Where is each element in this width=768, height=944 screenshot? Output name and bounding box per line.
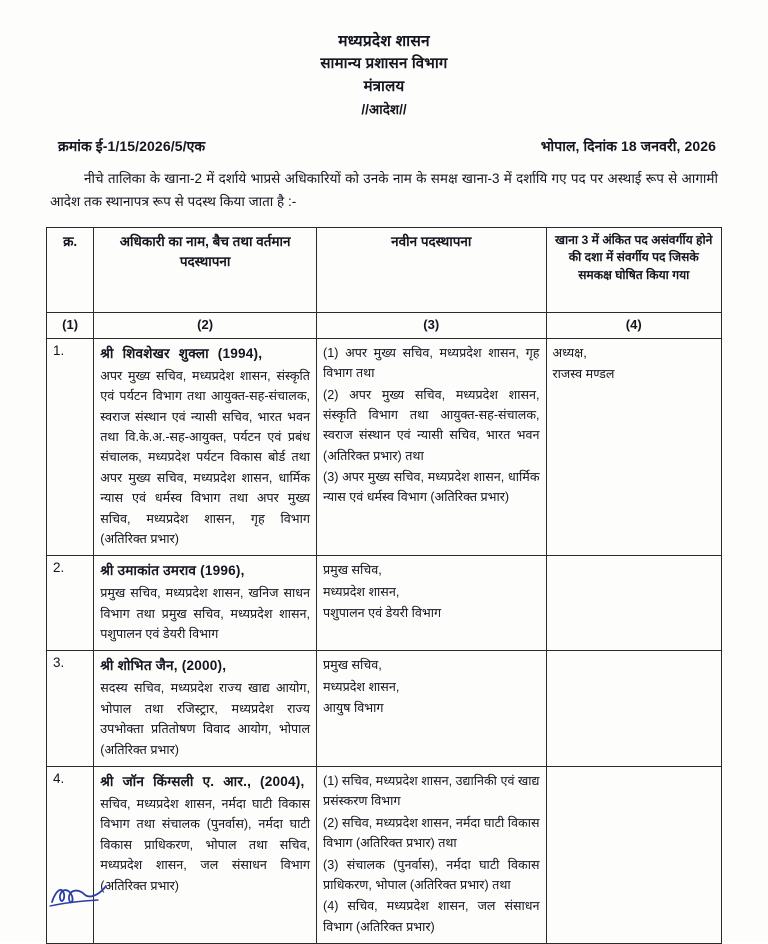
document-header <box>46 30 722 121</box>
new-posting-item: (2) अपर मुख्य सचिव, मध्यप्रदेश शासन, संस्कृति विभाग तथा आयुक्त-सह-संचालक, स्वराज संस्थान एवं न्यासी सचिव, भारत भवन (अतिरिक्त प्रभार) तथा <box>323 387 540 463</box>
new-posting-item: प्रमुख सचिव, <box>323 563 382 578</box>
header-line-secretariat: मंत्रालय <box>363 77 405 95</box>
row-serial: 2. <box>47 556 94 651</box>
officer-current-posting: अपर मुख्य सचिव, मध्यप्रदेश शासन, संस्कृति एवं पर्यटन विभाग तथा आयुक्त-सह-संचालक, स्वराज संस्थान एवं न्यासी सचिव, भारत भवन तथा वि.के.अ.-सह-आयुक्त, पर्यटन एवं प्रबंध संचालक, मध्यप्रदेश पर्यटन विकास बोर्ड तथा अपर मुख्य सचिव, मध्यप्रदेश शासन, धार्मिक न्यास एवं धर्मस्व विभाग तथा अपर मुख्य सचिव, मध्यप्रदेश शासन, गृह विभाग (अतिरिक्त प्रभार) <box>100 368 310 546</box>
column-number-1: (1) <box>47 312 94 338</box>
row-officer-details <box>94 767 317 944</box>
equivalent-post-line: राजस्व मण्डल <box>552 367 615 382</box>
header-line-government: मध्यप्रदेश शासन <box>338 33 430 50</box>
header-line-department: सामान्य प्रशासन विभाग <box>320 55 448 73</box>
new-posting-item: प्रमुख सचिव, <box>323 658 382 673</box>
row-equivalent-post <box>546 651 722 767</box>
header-new-posting: नवीन पदस्थापना <box>317 227 547 312</box>
row-new-posting <box>317 338 547 556</box>
table-column-number-row <box>47 312 722 338</box>
intro-text: नीचे तालिका के खाना-2 में दर्शाये भाप्रसे अधिकारियों को उनके नाम के समक्ष खाना-3 में दर्शायि गए पद पर अस्थाई रूप से आगामी आदेश तक स्थानापत्र रूप से पदस्थ किया जाता है :- <box>50 170 718 210</box>
header-serial: क्र. <box>47 227 94 312</box>
new-posting-item: (2) सचिव, मध्यप्रदेश शासन, नर्मदा घाटी विकास विभाग (अतिरिक्त प्रभार) तथा <box>323 815 540 851</box>
column-number-4: (4) <box>546 312 722 338</box>
table-row <box>47 338 722 556</box>
officer-current-posting: प्रमुख सचिव, मध्यप्रदेश शासन, खनिज साधन विभाग तथा प्रमुख सचिव, मध्यप्रदेश शासन, पशुपालन एवं डेयरी विभाग <box>100 586 310 642</box>
row-officer-details <box>94 338 317 556</box>
new-posting-item: मध्यप्रदेश शासन, <box>323 679 400 694</box>
memo-number: क्रमांक ई-1/15/2026/5/एक <box>58 137 206 154</box>
new-posting-item: आयुष विभाग <box>323 701 384 716</box>
column-number-3: (3) <box>317 312 547 338</box>
row-equivalent-post <box>546 556 722 651</box>
row-equivalent-post <box>546 767 722 944</box>
new-posting-item: (1) सचिव, मध्यप्रदेश शासन, उद्यानिकी एवं खाद्य प्रसंस्करण विभाग <box>323 774 540 809</box>
officer-current-posting: सदस्य सचिव, मध्यप्रदेश राज्य खाद्य आयोग, भोपाल तथा रजिस्ट्रार, मध्यप्रदेश राज्य उपभोक्ता प्रतितोषण विवाद आयोग, भोपाल (अतिरिक्त प्रभार) <box>100 681 310 757</box>
row-officer-details <box>94 651 317 767</box>
row-equivalent-post <box>546 338 722 556</box>
table-row <box>47 767 722 944</box>
header-equivalent-post: खाना 3 में अंकित पद असंवर्गीय होने की दशा में संवर्गीय पद जिसके समकक्ष घोषित किया गया <box>546 227 722 312</box>
officer-name: श्री शिवशेखर शुक्ला (1994), <box>100 345 263 361</box>
officer-name: श्री जॉन किंग्सली ए. आर., (2004), <box>100 774 305 790</box>
officer-name: श्री शोभित जैन, (2000), <box>100 658 227 674</box>
new-posting-item: (3) अपर मुख्य सचिव, मध्यप्रदेश शासन, धार्मिक न्यास एवं धर्मस्व विभाग (अतिरिक्त प्रभार) <box>323 470 540 505</box>
posting-table <box>46 227 722 944</box>
column-number-2: (2) <box>94 312 317 338</box>
header-order-label: //आदेश// <box>361 102 407 118</box>
new-posting-item: (1) अपर मुख्य सचिव, मध्यप्रदेश शासन, गृह विभाग तथा <box>323 345 540 381</box>
row-serial: 4. <box>47 767 94 944</box>
row-officer-details <box>94 556 317 651</box>
row-serial: 3. <box>47 651 94 767</box>
place-and-date: भोपाल, दिनांक 18 जनवरी, 2026 <box>540 137 716 154</box>
table-header-row <box>47 227 722 312</box>
table-row <box>47 651 722 767</box>
row-new-posting <box>317 767 547 944</box>
row-new-posting <box>317 556 547 651</box>
row-serial: 1. <box>47 338 94 556</box>
new-posting-item: मध्यप्रदेश शासन, <box>323 584 400 599</box>
new-posting-item: पशुपालन एवं डेयरी विभाग <box>323 606 442 621</box>
reference-row <box>46 137 722 156</box>
officer-name: श्री उमाकांत उमराव (1996), <box>100 563 245 579</box>
new-posting-item: (3) संचालक (पुनर्वास), नर्मदा घाटी विकास प्राधिकरण, भोपाल (अतिरिक्त प्रभार) तथा <box>323 857 540 892</box>
row-new-posting <box>317 651 547 767</box>
intro-paragraph <box>46 167 722 214</box>
header-officer-name: अधिकारी का नाम, बैच तथा वर्तमान पदस्थापना <box>94 227 317 312</box>
officer-current-posting: सचिव, मध्यप्रदेश शासन, नर्मदा घाटी विकास विभाग तथा संचालक (पुनर्वास), नर्मदा घाटी विकास प्राधिकरण, भोपाल तथा सचिव, मध्यप्रदेश शासन, जल संसाधन विभाग (अतिरिक्त प्रभार) <box>100 797 310 893</box>
table-row <box>47 556 722 651</box>
new-posting-item: (4) सचिव, मध्यप्रदेश शासन, जल संसाधन विभाग (अतिरिक्त प्रभार) <box>323 899 540 934</box>
equivalent-post-line: अध्यक्ष, <box>552 345 587 360</box>
